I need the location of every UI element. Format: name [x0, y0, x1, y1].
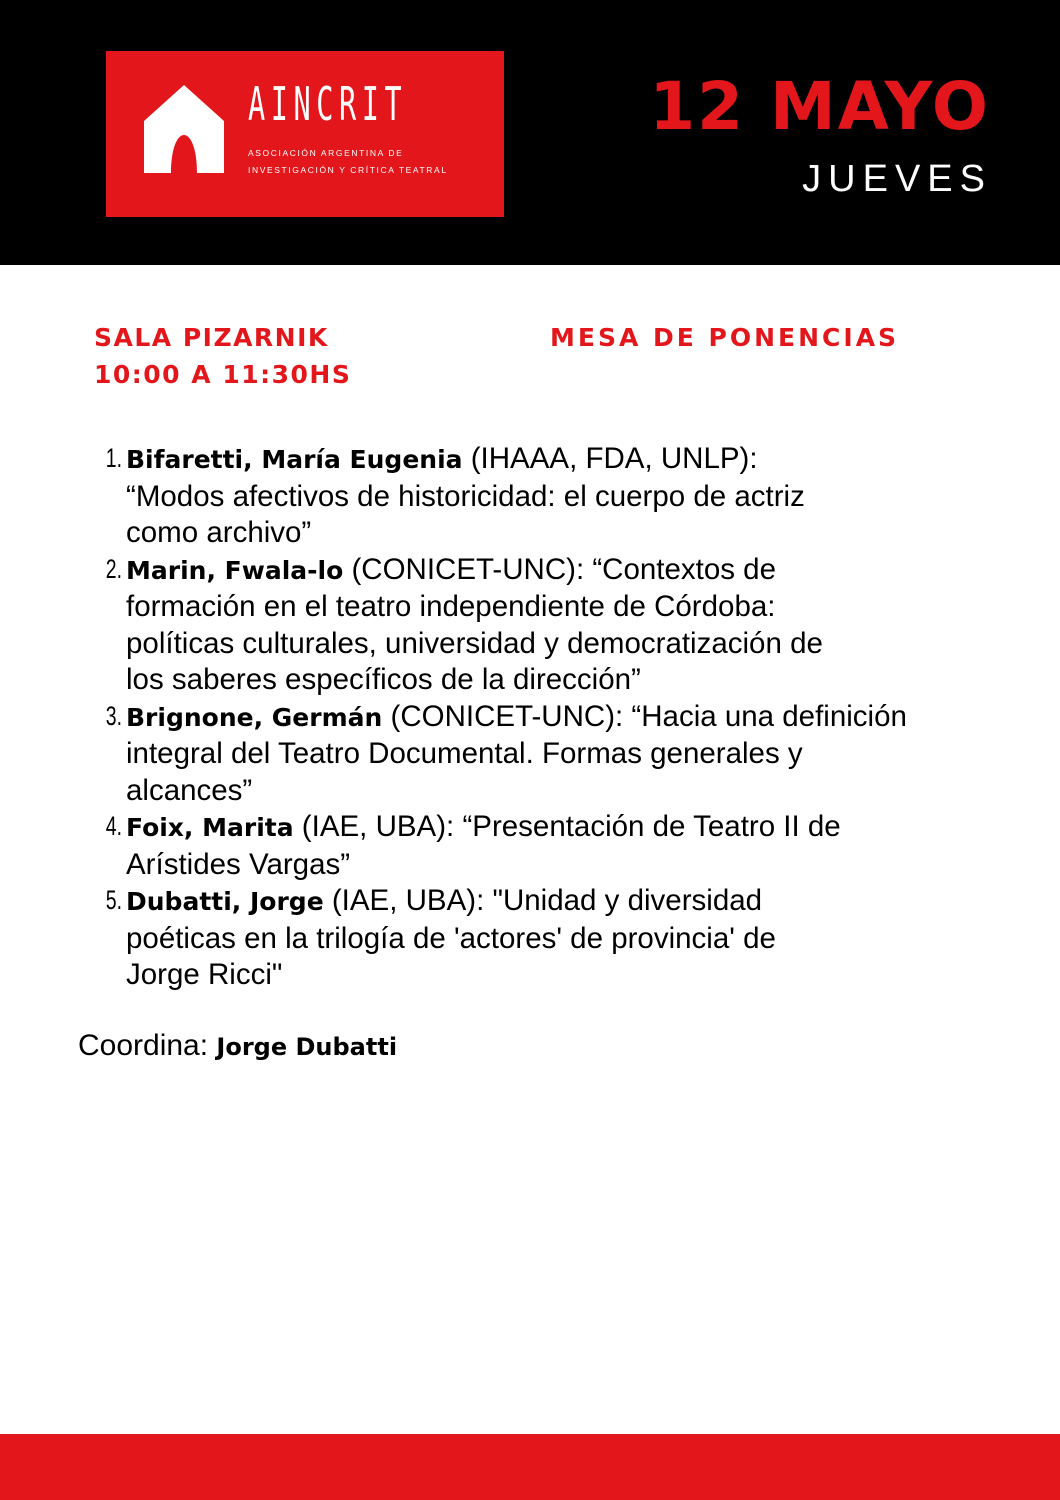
paper-author: Bifaretti, María Eugenia [126, 445, 463, 474]
item-number: 4. [105, 811, 122, 841]
paper-line: Arístides Vargas” [126, 847, 351, 881]
paper-text [126, 699, 1028, 810]
session-time: 10:00 A 11:30HS [94, 360, 352, 389]
item-number: 2. [105, 553, 122, 584]
coordinator-name: Jorge Dubatti [216, 1033, 398, 1061]
list-item [78, 699, 1028, 810]
paper-line: “Modos afectivos de historicidad: el cuerpo de actriz [126, 479, 805, 513]
paper-details: (CONICET-UNC): “Contextos de [343, 552, 776, 586]
logo-wordmark: AINCRIT [248, 77, 408, 131]
paper-author: Foix, Marita [126, 813, 294, 842]
list-item [78, 883, 1028, 994]
paper-line [126, 699, 1028, 737]
paper-line [126, 552, 1028, 590]
logo-subtitle [248, 145, 448, 179]
house-icon [144, 85, 224, 173]
item-number: 3. [105, 700, 122, 731]
paper-author: Dubatti, Jorge [126, 887, 324, 916]
coordinator-label: Coordina: [78, 1029, 209, 1062]
papers-list [78, 441, 1028, 994]
paper-line: políticas culturales, universidad y democratización de [126, 626, 823, 660]
paper-author: Marin, Fwala-lo [126, 555, 344, 585]
paper-line: alcances” [126, 773, 253, 807]
list-item [78, 552, 1028, 699]
paper-line: Jorge Ricci" [126, 958, 283, 991]
session-type: MESA DE PONENCIAS [550, 323, 900, 352]
paper-line [126, 441, 1028, 479]
paper-text [126, 883, 1028, 994]
paper-line [126, 809, 1028, 847]
event-date: 12 MAYO [649, 68, 990, 145]
paper-line [126, 883, 1028, 921]
aincrit-logo [106, 51, 504, 217]
coordinator-line [78, 1028, 397, 1065]
paper-details: (IAE, UBA): "Unidad y diversidad [323, 884, 763, 917]
paper-text [126, 809, 1028, 883]
session-room: SALA PIZARNIK [94, 323, 329, 352]
item-number: 5. [105, 885, 122, 915]
paper-line: como archivo” [126, 516, 312, 549]
logo-subtitle-line2: INVESTIGACIÓN Y CRÍTICA TEATRAL [248, 165, 448, 175]
list-item [78, 441, 1028, 552]
paper-details: (IHAAA, FDA, UNLP): [462, 442, 758, 475]
header-band [0, 0, 1060, 265]
footer-bar [0, 1434, 1060, 1500]
logo-subtitle-line1: ASOCIACIÓN ARGENTINA DE [248, 148, 404, 158]
paper-author: Brignone, Germán [126, 702, 383, 732]
item-number: 1. [105, 443, 122, 473]
paper-line: poéticas en la trilogía de 'actores' de provincia' de [126, 921, 776, 955]
paper-details: (CONICET-UNC): “Hacia una definición [382, 699, 907, 733]
event-weekday: JUEVES [802, 158, 992, 200]
paper-line: formación en el teatro independiente de Córdoba: [126, 590, 776, 623]
paper-line: los saberes específicos de la dirección” [126, 663, 641, 696]
paper-details: (IAE, UBA): “Presentación de Teatro II de [293, 810, 841, 843]
paper-text [126, 552, 1028, 699]
paper-text [126, 441, 1028, 552]
list-item [78, 809, 1028, 883]
paper-line: integral del Teatro Documental. Formas generales y [126, 737, 803, 770]
